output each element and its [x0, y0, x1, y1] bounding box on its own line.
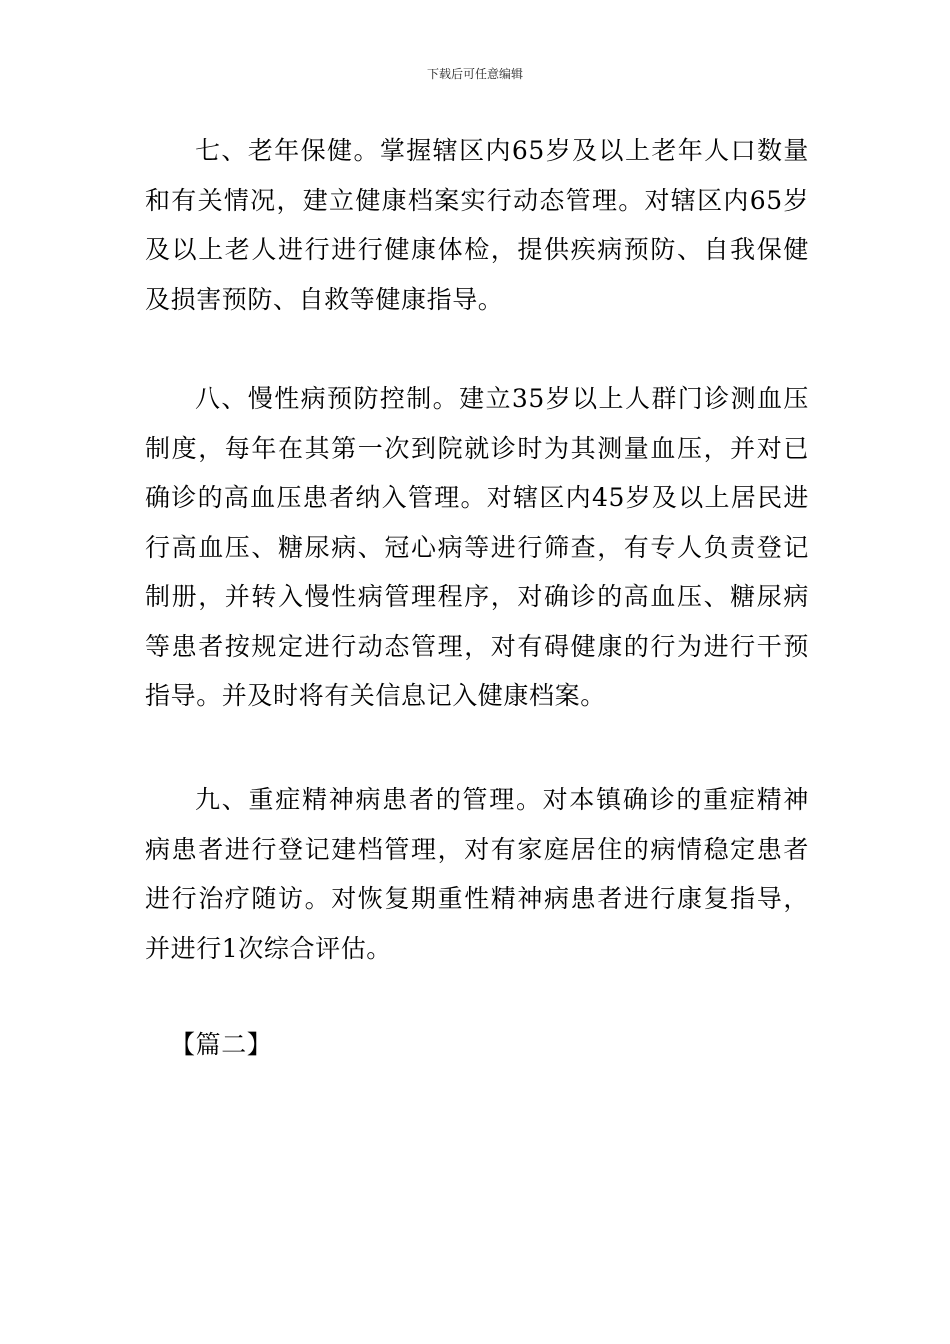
section-nine-paragraph: 九、重症精神病患者的管理。对本镇确诊的重症精神病患者进行登记建档管理，对有家庭居住的病情稳定患者进行治疗随访。对恢复期重性精神病患者进行康复指导，并进行1次综合评估。: [145, 785, 809, 963]
section-eight-paragraph: 八、慢性病预防控制。建立35岁以上人群门诊测血压制度，每年在其第一次到院就诊时为其测量血压，并对已确诊的高血压患者纳入管理。对辖区内45岁及以上居民进行高血压、糖尿病、冠心病等进行筛查，有专人负责登记制册，并转入慢性病管理程序，对确诊的高血压、糖尿病等患者按规定进行动态管理，对有碍健康的行为进行干预指导。并及时将有关信息记入健康档案。: [145, 384, 809, 710]
part-two-heading: 【篇二】: [170, 1030, 273, 1059]
section-seven-paragraph: 七、老年保健。掌握辖区内65岁及以上老年人口数量和有关情况，建立健康档案实行动态管理。对辖区内65岁及以上老人进行进行健康体检，提供疾病预防、自我保健及损害预防、自救等健康指导。: [145, 136, 809, 314]
header-note: 下载后可任意编辑: [426, 67, 523, 81]
